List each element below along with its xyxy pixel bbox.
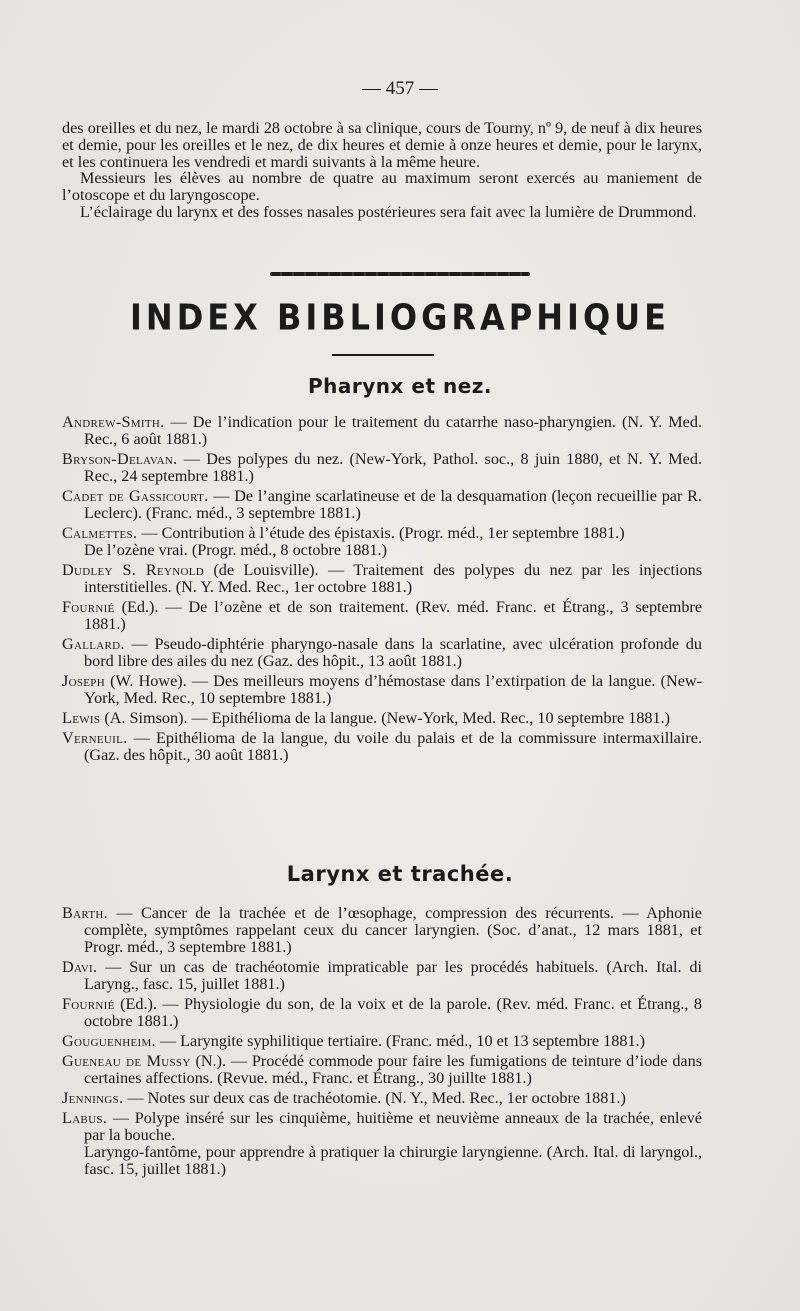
- bibliography-entry: [62, 1033, 702, 1050]
- entry-text: — Epithélioma de la langue, du voile du palais et de la commissure intermaxillaire. (Gaz. des hôpit., 30 août 1881.): [84, 729, 702, 764]
- page-number: — 457 —: [362, 78, 438, 99]
- entry-text: — Laryngite syphilitique tertiaire. (Franc. méd., 10 et 13 septembre 1881.): [155, 1032, 645, 1050]
- bibliography-entry: [62, 525, 702, 542]
- entry-text: — Contribution à l’étude des épistaxis. (Progr. méd., 1er septembre 1881.): [137, 524, 625, 542]
- entry-author: Gouguenheim.: [62, 1032, 156, 1050]
- entry-author: Dudley S. Reynold: [62, 561, 204, 579]
- bibliography-entry: [62, 905, 702, 956]
- bibliography-entry: [62, 562, 702, 596]
- entry-text: — Pseudo-diphtérie pharyngo-nasale dans la scarlatine, avec ulcération profonde du bord libre des ailes du nez (Gaz. des hôpit., 13 août 1881.): [84, 635, 702, 670]
- bibliography-entry: [62, 451, 702, 485]
- entry-text: — De l’indication pour le traitement du catarrhe naso-pharyngien. (N. Y. Med. Rec., 6 août 1881.): [84, 413, 702, 448]
- entry-text: (Ed.). — De l’ozène et de son traitement. (Rev. méd. Franc. et Étrang., 3 septembre 1881.): [84, 598, 702, 633]
- bibliography-entry: [62, 542, 702, 559]
- entry-text: (N.). — Procédé commode pour faire les fumigations de teinture d’iode dans certaines affections. (Revue. méd., Franc. et Étrang., 30 juillte 1881.): [84, 1052, 702, 1087]
- bibliography-entry: [62, 488, 702, 522]
- entry-author: Fournié: [62, 598, 115, 616]
- entry-author: Gallard.: [62, 635, 125, 653]
- intro-paragraph: Messieurs les élèves au nombre de quatre au maximum seront exercés au maniement de l’otoscope et du laryngoscope.: [62, 169, 702, 205]
- intro-paragraph: des oreilles et du nez, le mardi 28 octobre à sa clinique, cours de Tourny, nº 9, de neuf à dix heures et demie, pour les oreilles et le nez, de dix heures et demie à onze heures et demie, pour le larynx, et les continuera les vendredi et mardi suivants à la même heure.: [62, 119, 702, 171]
- entry-text: De l’ozène vrai. (Progr. méd., 8 octobre 1881.): [84, 541, 387, 559]
- entry-author: Bryson-Delavan.: [62, 450, 178, 468]
- bibliography-entry: [62, 959, 702, 993]
- entry-author: Jennings.: [62, 1089, 124, 1107]
- bibliography-entry: [62, 636, 702, 670]
- entry-text: Laryngo-fantôme, pour apprendre à pratiquer la chirurgie laryngienne. (Arch. Ital. di laryngol., fasc. 15, juillet 1881.): [84, 1143, 702, 1178]
- ornamental-rule: [270, 272, 530, 276]
- section-title-pharynx: Pharynx et nez.: [307, 374, 493, 398]
- entry-text: — Des polypes du nez. (New-York, Pathol. soc., 8 juin 1880, et N. Y. Med. Rec., 24 septembre 1881.): [84, 450, 702, 485]
- entry-text: (W. Howe). — Des meilleurs moyens d’hémostase dans l’extirpation de la langue. (New-York, Med. Rec., 10 septembre 1881.): [84, 672, 702, 707]
- entry-text: — Notes sur deux cas de trachéotomie. (N. Y., Med. Rec., 1er octobre 1881.): [123, 1089, 626, 1107]
- entry-text: — Polype inséré sur les cinquième, huitième et neuvième anneaux de la trachée, enlevé par la bouche.: [84, 1109, 702, 1144]
- entry-text: (de Louisville). — Traitement des polypes du nez par les injections interstitielles. (N. Y. Med. Rec., 1er octobre 1881.): [84, 561, 702, 596]
- bibliography-entry: [62, 1090, 702, 1107]
- bibliography-entry: [62, 996, 702, 1030]
- entry-author: Gueneau de Mussy: [62, 1052, 191, 1070]
- entry-text: — Cancer de la trachée et de l’œsophage, compression des récurrents. — Aphonie complète, symptômes rappelant ceux du cancer laryngien. (Soc. d’anat., 12 mars 1881, et Progr. méd., 3 septembre 1881.): [84, 904, 702, 956]
- entry-author: Davi.: [62, 958, 98, 976]
- intro-paragraph: L’éclairage du larynx et des fosses nasales postérieures sera fait avec la lumière de Drummond.: [80, 202, 697, 221]
- entry-author: Joseph: [62, 672, 105, 690]
- entry-author: Cadet de Gassicourt.: [62, 487, 209, 505]
- bibliography-entry: [62, 730, 702, 764]
- entry-author: Labus.: [62, 1109, 108, 1127]
- entry-author: Fournié: [62, 995, 115, 1013]
- intro-text: [62, 120, 702, 221]
- title-underline: [332, 354, 434, 356]
- entry-author: Lewis: [62, 709, 101, 727]
- entry-text: (Ed.). — Physiologie du son, de la voix et de la parole. (Rev. méd. Franc. et Étrang., 8 octobre 1881.): [84, 995, 702, 1030]
- entry-text: — Sur un cas de trachéotomie impraticable par les procédés habituels. (Arch. Ital. di Laryng., fasc. 15, juillet 1881.): [84, 958, 702, 993]
- entry-author: Calmettes.: [62, 524, 138, 542]
- bibliography-entry: [62, 673, 702, 707]
- index-title: INDEX BIBLIOGRAPHIQUE: [130, 295, 670, 339]
- bibliography-entry: [62, 1144, 702, 1178]
- bibliography-entry: [62, 1110, 702, 1144]
- section-title-larynx: Larynx et trachée.: [286, 862, 514, 886]
- entry-text: — De l’angine scarlatineuse et de la desquamation (leçon recueillie par R. Leclerc). (Franc. méd., 3 septembre 1881.): [84, 487, 702, 522]
- entry-author: Barth.: [62, 904, 108, 922]
- entry-text: (A. Simson). — Epithélioma de la langue. (New-York, Med. Rec., 10 septembre 1881.): [100, 709, 671, 727]
- bibliography-entry: [62, 1053, 702, 1087]
- bibliography-entry: [62, 710, 702, 727]
- entry-author: Verneuil.: [62, 729, 128, 747]
- bibliography-entry: [62, 414, 702, 448]
- entry-author: Andrew-Smith.: [62, 413, 165, 431]
- section-entries-larynx: [62, 905, 702, 1181]
- bibliography-entry: [62, 599, 702, 633]
- section-entries-pharynx: [62, 414, 702, 767]
